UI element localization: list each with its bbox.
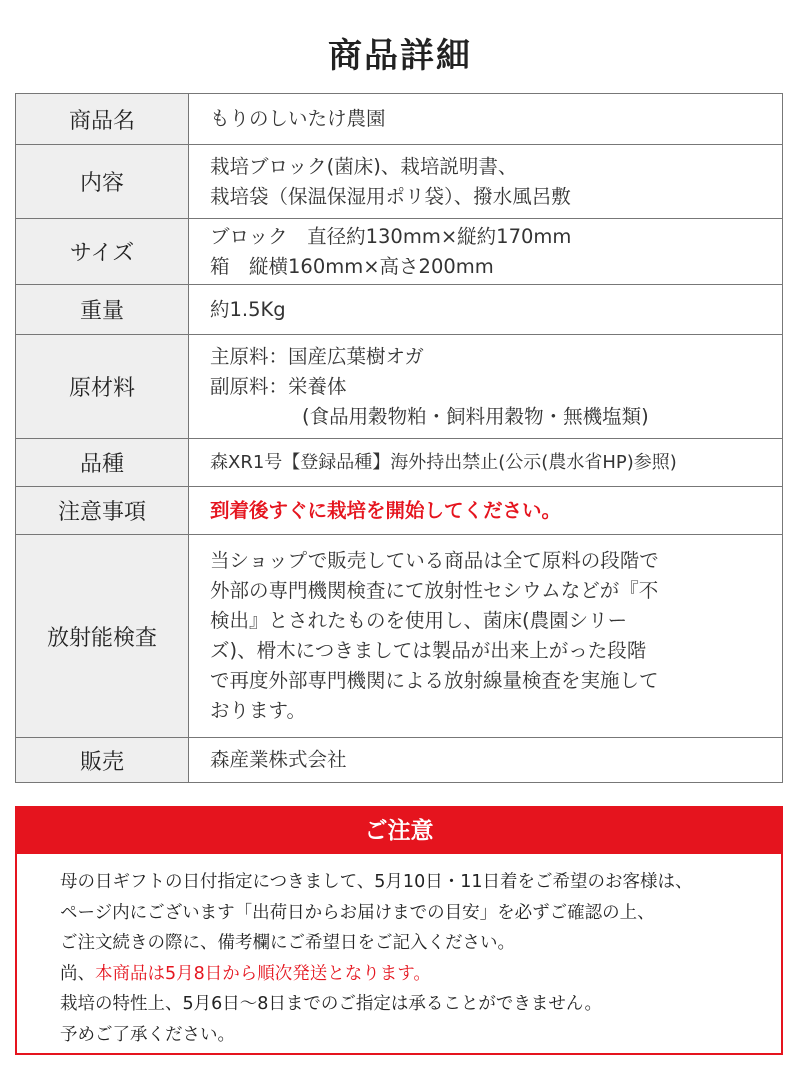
notice-line: ご注文続きの際に、備考欄にご希望日をご記入ください。 xyxy=(60,933,515,953)
notice-line: ページ内にございます「出荷日からお届けまでの目安」を必ずご確認の上、 xyxy=(60,902,655,923)
notice-line xyxy=(60,959,781,990)
notice-body xyxy=(17,854,781,1050)
value-line: 森XR1号【登録品種】海外持出禁止(公示(農水省HP)参照) xyxy=(210,452,677,473)
row-contents xyxy=(16,145,783,219)
value-product-name xyxy=(189,94,783,145)
notice-line: 予めご了承ください。 xyxy=(60,1024,235,1045)
row-variety xyxy=(16,439,783,487)
label-ingredients: 原材料 xyxy=(16,335,189,439)
value-ingredients xyxy=(189,335,783,439)
label-size: サイズ xyxy=(16,219,189,285)
value-line: 当ショップで販売している商品は全て原料の段階で xyxy=(210,549,659,572)
notice-line: 母の日ギフトの日付指定につきまして、5月10日・11日着をご希望のお客様は、 xyxy=(60,872,693,892)
row-size xyxy=(16,219,783,285)
label-variety: 品種 xyxy=(16,439,189,487)
value-variety xyxy=(189,439,783,487)
value-line: もりのしいたけ農園 xyxy=(210,107,386,130)
value-seller xyxy=(189,738,783,783)
value-line: 主原料：国産広葉樹オガ xyxy=(210,344,424,368)
value-line: 検出』とされたものを使用し、菌床(農園シリー xyxy=(210,609,628,632)
value-line: (食品用穀物粕・飼料用穀物・無機塩類) xyxy=(302,404,649,428)
label-seller: 販売 xyxy=(16,738,189,783)
value-line: 箱 縦横160mm×高さ200mm xyxy=(210,254,494,278)
row-caution xyxy=(16,487,783,535)
label-contents: 内容 xyxy=(16,145,189,219)
value-contents xyxy=(189,145,783,219)
label-weight: 重量 xyxy=(16,285,189,335)
value-line: おります。 xyxy=(210,699,306,722)
value-size xyxy=(189,219,783,285)
value-line: 栽培袋（保温保湿用ポリ袋）、撥水風呂敷 xyxy=(210,184,571,208)
notice-heading: ご注意 xyxy=(17,808,781,854)
label-radiation-test: 放射能検査 xyxy=(16,535,189,738)
row-ingredients xyxy=(16,335,783,439)
row-seller xyxy=(16,738,783,783)
value-line: 副原料：栄養体 xyxy=(210,374,347,398)
value-radiation-test xyxy=(189,535,783,738)
row-product-name xyxy=(16,94,783,145)
label-product-name: 商品名 xyxy=(16,94,189,145)
product-detail-table xyxy=(15,93,783,783)
value-line: 栽培ブロック(菌床)、栽培説明書、 xyxy=(210,154,518,178)
label-caution: 注意事項 xyxy=(16,487,189,535)
caution-text: 到着後すぐに栽培を開始してください。 xyxy=(210,498,562,522)
value-line: 外部の専門機関検査にて放射性セシウムなどが『不 xyxy=(210,579,659,602)
value-line: ブロック 直径約130mm×縦約170mm xyxy=(210,224,572,248)
value-caution xyxy=(189,487,783,535)
notice-line: 栽培の特性上、5月6日〜8日までのご指定は承ることができません。 xyxy=(60,994,602,1014)
shipping-start-notice: 本商品は5月8日から順次発送となります。 xyxy=(95,963,431,984)
page-title: 商品詳細 xyxy=(328,36,472,76)
row-weight xyxy=(16,285,783,335)
value-weight xyxy=(189,285,783,335)
notice-line-prefix: 尚、 xyxy=(60,963,95,984)
row-radiation-test xyxy=(16,535,783,738)
value-line: ズ)、榾木につきましては製品が出来上がった段階 xyxy=(210,639,647,662)
value-line: で再度外部専門機関による放射線量検査を実施して xyxy=(210,669,659,692)
value-line: 森産業株式会社 xyxy=(210,748,347,771)
notice-box xyxy=(15,806,783,1055)
value-line: 約1.5Kg xyxy=(210,297,286,321)
